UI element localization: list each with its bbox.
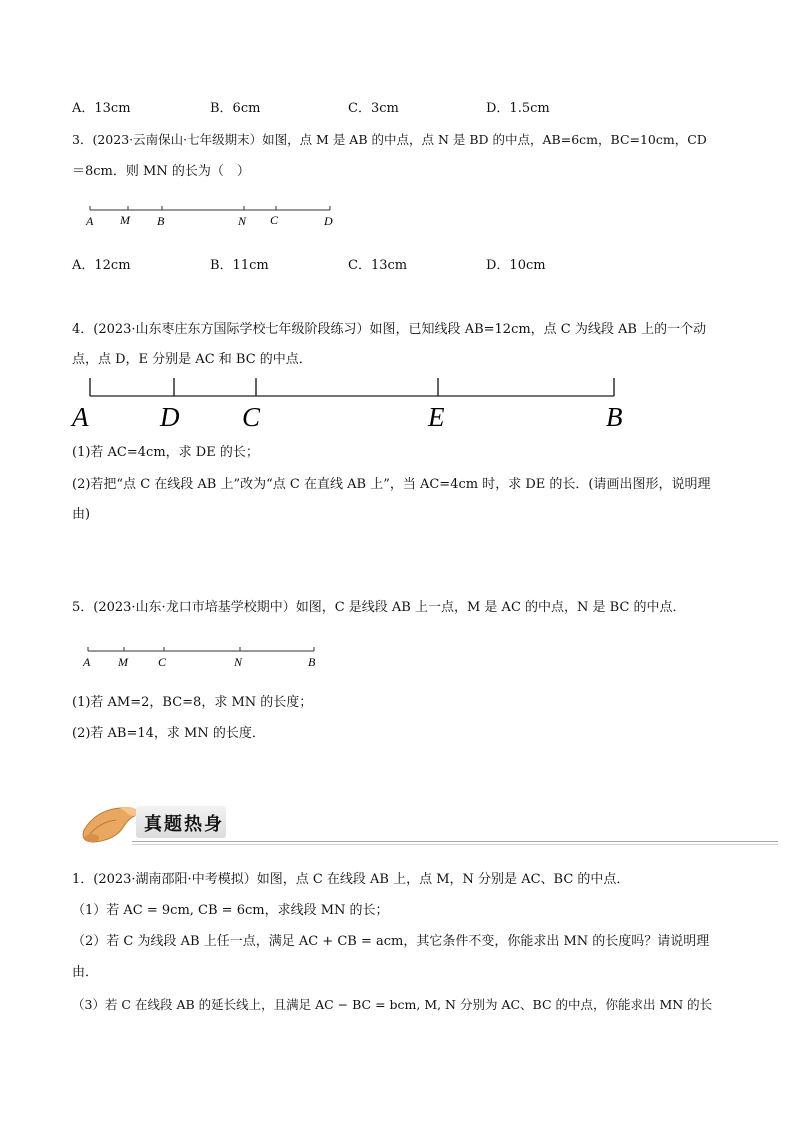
banner-divider — [132, 841, 778, 842]
q5-label-n: N — [234, 655, 243, 669]
q4-sub2-line1: (2)若把“点 C 在线段 AB 上”改为“点 C 在直线 AB 上”，当 AC=4cm 时，求 DE 的长．(请画出图形，说明理 — [72, 477, 711, 492]
p1-sub1: （1）若 AC = 9cm, CB = 6cm，求线段 MN 的长； — [72, 903, 389, 918]
q3-label-m: M — [120, 213, 130, 227]
q3-label-c: C — [270, 213, 279, 227]
q5-sub1: (1)若 AM=2，BC=8，求 MN 的长度； — [72, 695, 313, 710]
section-title: 真题热身 — [144, 814, 224, 835]
q4-stem-line2: 点，点 D，E 分别是 AC 和 BC 的中点． — [72, 352, 312, 367]
q3-stem-line2: ＝8cm．则 MN 的长为（ ） — [72, 164, 250, 179]
q4-sub2-line2: 由) — [72, 507, 91, 522]
q4-sub1: (1)若 AC=4cm，求 DE 的长； — [72, 445, 259, 460]
q3-option-a: A．12cm — [72, 258, 131, 273]
section-banner — [72, 800, 778, 848]
q4-segment-figure — [70, 374, 640, 436]
q4-stem-line1: 4．(2023·山东枣庄东方国际学校七年级阶段练习）如图，已知线段 AB=12cm，点 C 为线段 AB 上的一个动 — [72, 322, 707, 337]
q3-option-d: D．10cm — [486, 258, 546, 273]
q3-label-b: B — [157, 214, 165, 228]
q4-label-d: D — [160, 402, 180, 432]
q3-option-b: B．11cm — [210, 258, 269, 273]
q5-segment-figure — [78, 643, 328, 673]
q3-label-a: A — [86, 214, 94, 228]
q5-label-m: M — [118, 655, 128, 669]
q4-label-c: C — [242, 402, 261, 432]
q2-option-d: D．1.5cm — [486, 101, 550, 116]
q3-segment-figure — [80, 200, 350, 232]
p1-sub2-line2: 由． — [72, 965, 99, 980]
p1-sub3: （3）若 C 在线段 AB 的延长线上，且满足 AC − BC = bcm, M, N 分别为 AC、BC 的中点，你能求出 MN 的长 — [72, 997, 713, 1012]
q5-label-b: B — [308, 655, 316, 669]
q2-option-b: B．6cm — [210, 101, 261, 116]
q3-label-d: D — [324, 214, 333, 228]
q5-label-a: A — [83, 655, 91, 669]
p1-stem: 1．(2023·湖南邵阳·中考模拟）如图，点 C 在线段 AB 上，点 M，N 分别是 AC、BC 的中点． — [72, 872, 630, 887]
q4-label-e: E — [428, 402, 445, 432]
q4-label-b: B — [606, 402, 623, 432]
q3-label-n: N — [238, 214, 247, 228]
q5-sub2: (2)若 AB=14，求 MN 的长度． — [72, 726, 265, 741]
q5-stem: 5．(2023·山东·龙口市培基学校期中）如图，C 是线段 AB 上一点，M 是 AC 的中点，N 是 BC 的中点． — [72, 600, 686, 615]
p1-sub2-line1: （2）若 C 为线段 AB 上任一点，满足 AC + CB = acm，其它条件不变，你能求出 MN 的长度吗？请说明理 — [72, 934, 710, 949]
q2-option-a: A．13cm — [72, 101, 131, 116]
q5-label-c: C — [158, 655, 167, 669]
q3-stem-line1: 3．(2023·云南保山·七年级期末）如图，点 M 是 AB 的中点，点 N 是 BD 的中点，AB=6cm，BC=10cm，CD — [72, 132, 707, 147]
q2-option-c: C．3cm — [348, 101, 399, 116]
q4-label-a: A — [72, 402, 89, 432]
q3-option-c: C．13cm — [348, 258, 408, 273]
banner-divider-shadow — [132, 844, 778, 845]
